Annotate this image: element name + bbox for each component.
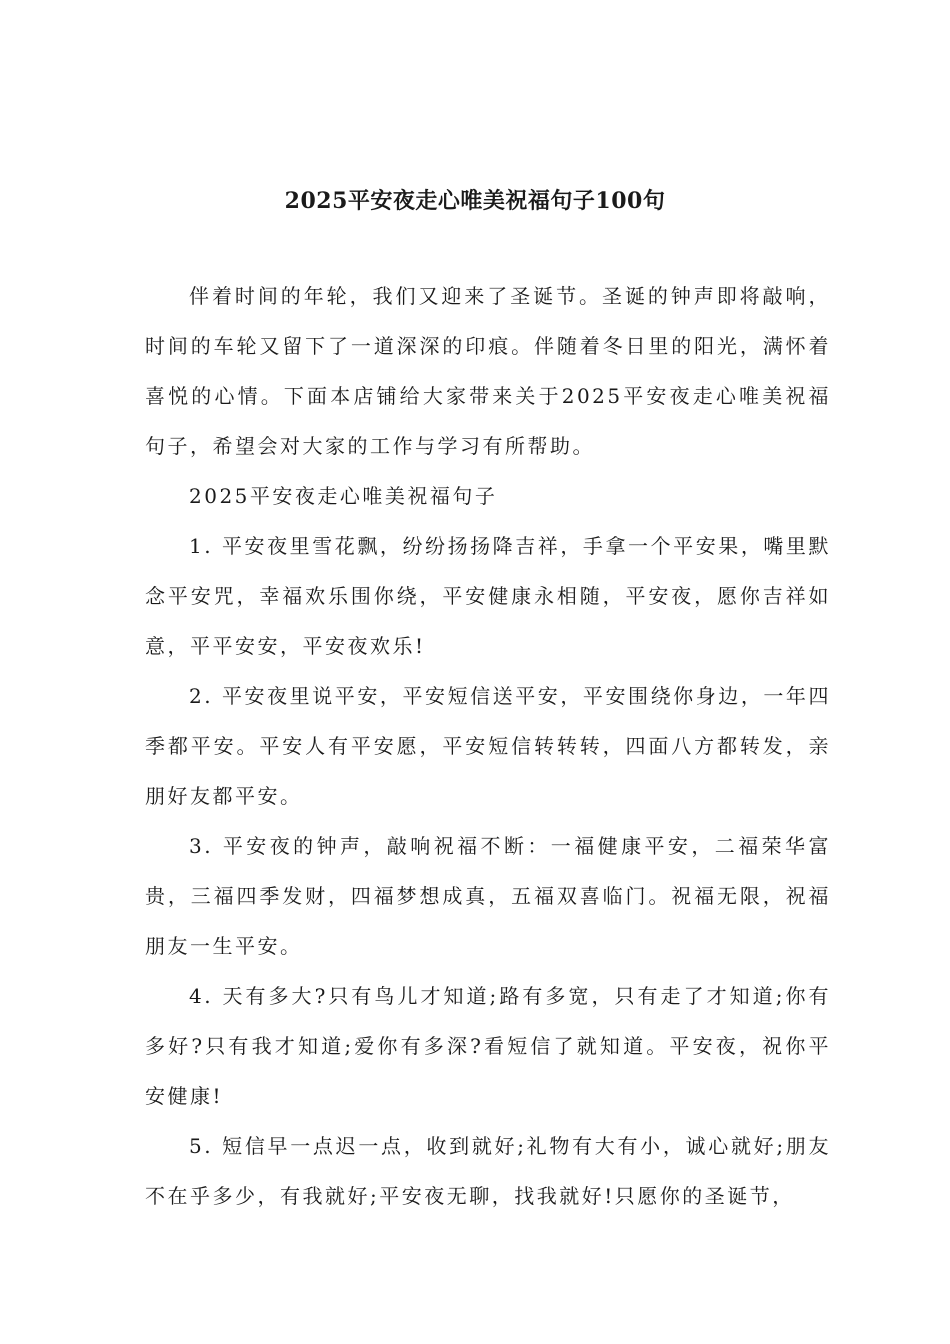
list-item: 2. 平安夜里说平安，平安短信送平安，平安围绕你身边，一年四季都平安。平安人有平安愿，平安短信转转转，四面八方都转发，亲朋好友都平安。 (145, 684, 831, 808)
document-title: 2025平安夜走心唯美祝福句子100句 (284, 188, 666, 214)
section-heading: 2025平安夜走心唯美祝福句子 (189, 484, 498, 508)
intro-paragraph: 伴着时间的年轮，我们又迎来了圣诞节。圣诞的钟声即将敲响，时间的车轮又留下了一道深深的印痕。伴随着冬日里的阳光，满怀着喜悦的心情。下面本店铺给大家带来关于2025平安夜走心唯美祝福句子，希望会对大家的工作与学习有所帮助。 (145, 284, 831, 458)
list-item: 5. 短信早一点迟一点，收到就好;礼物有大有小，诚心就好;朋友不在乎多少，有我就好;平安夜无聊，找我就好!只愿你的圣诞节， (145, 1134, 831, 1208)
list-item: 3. 平安夜的钟声，敲响祝福不断：一福健康平安，二福荣华富贵，三福四季发财，四福梦想成真，五福双喜临门。祝福无限，祝福朋友一生平安。 (145, 834, 831, 958)
list-item: 1. 平安夜里雪花飘，纷纷扬扬降吉祥，手拿一个平安果，嘴里默念平安咒，幸福欢乐围你绕，平安健康永相随，平安夜，愿你吉祥如意，平平安安，平安夜欢乐! (145, 534, 831, 658)
list-item: 4. 天有多大?只有鸟儿才知道;路有多宽，只有走了才知道;你有多好?只有我才知道;爱你有多深?看短信了就知道。平安夜，祝你平安健康! (145, 984, 831, 1108)
